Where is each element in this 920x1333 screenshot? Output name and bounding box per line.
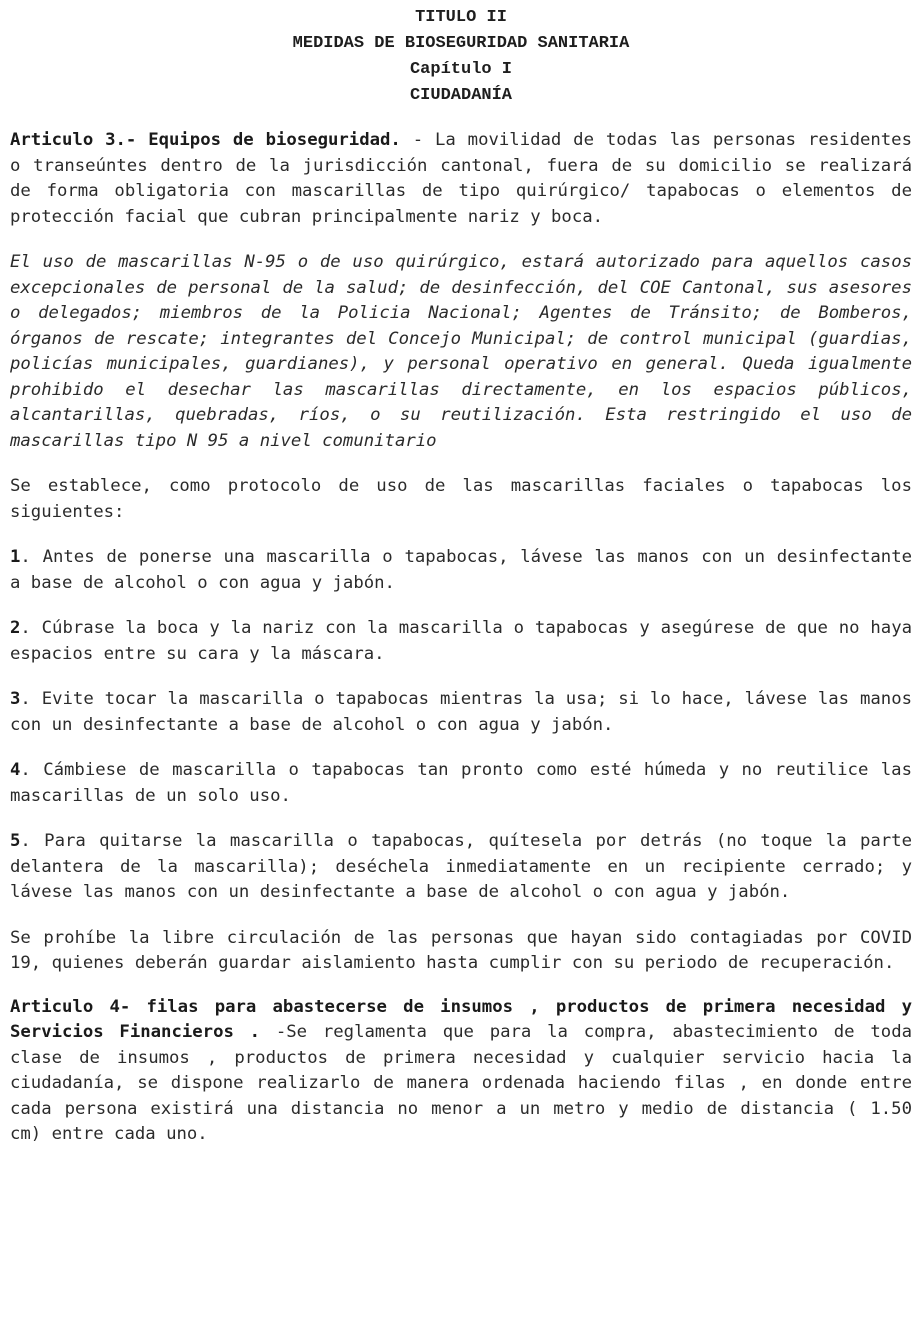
article-3-heading: Articulo 3.- Equipos de bioseguridad. — [10, 130, 401, 150]
step-number: 5 — [10, 831, 21, 851]
step-text: . Cúbrase la boca y la nariz con la mascarilla o tapabocas y asegúrese de que no haya espacios entre su cara y la máscara. — [10, 618, 912, 664]
step-text: . Antes de ponerse una mascarilla o tapabocas, lávese las manos con un desinfectante a base de alcohol o con agua y jabón. — [10, 547, 912, 593]
step-number: 3 — [10, 689, 21, 709]
protocol-step-2 — [10, 616, 912, 667]
protocol-step-5 — [10, 829, 912, 906]
title-heading: TITULO II — [415, 8, 507, 27]
article-4-paragraph — [10, 995, 912, 1148]
step-number: 4 — [10, 760, 21, 780]
article-4-heading: Articulo 4- filas para abastecerse de insumos , productos de primera necesidad y Servicios Financieros . — [10, 996, 912, 1042]
chapter-heading: Capítulo I — [409, 60, 513, 79]
step-text: . Evite tocar la mascarilla o tapabocas mientras la usa; si lo hace, lávese las manos con un desinfectante a base de alcohol o con agua y jabón. — [10, 689, 912, 735]
step-text: . Cámbiese de mascarilla o tapabocas tan pronto como esté húmeda y no reutilice las mascarillas de un solo uso. — [10, 760, 912, 806]
protocol-step-3 — [10, 687, 912, 738]
article-4-text: -Se reglamenta que para la compra, abastecimiento de toda clase de insumos , productos de primera necesidad y cualquier servicio hacia la ciudadanía, se dispone realizarlo de manera ordenada haciendo filas , en donde entre cada persona existirá una distancia no menor a un metro y medio de distancia ( 1.50 cm) entre cada uno. — [10, 1022, 912, 1144]
section-heading: CIUDADANÍA — [409, 86, 513, 105]
document-header — [10, 5, 912, 109]
protocol-intro-paragraph: Se establece, como protocolo de uso de las mascarillas faciales o tapabocas los siguientes: — [10, 476, 912, 522]
prohibition-paragraph: Se prohíbe la libre circulación de las personas que hayan sido contagiadas por COVID 19, quienes deberán guardar aislamiento hasta cumplir con su periodo de recuperación. — [10, 927, 912, 973]
masks-authorization-paragraph: El uso de mascarillas N-95 o de uso quirúrgico, estará autorizado para aquellos casos excepcionales de personal de la salud; de desinfección, del COE Cantonal, sus asesores o delegados; miembros de la Policia Nacional; Agentes de Tránsito; de Bomberos, órganos de rescate; integrantes del Concejo Municipal; de control municipal (guardias, policías municipales, guardianes), y personal operativo en general. Queda igualmente prohibido el desechar las mascarillas directamente, en los espacios públicos, alcantarillas, quebradas, ríos, o su reutilización. Esta restringido el uso de mascarillas tipo N 95 a nivel comunitario — [10, 252, 912, 451]
article-3-text: - La movilidad de todas las personas residentes o transeúntes dentro de la jurisdicción cantonal, fuera de su domicilio se realizará de forma obligatoria con mascarillas de tipo quirúrgico/ tapabocas o elementos de protección facial que cubran principalmente nariz y boca. — [10, 130, 912, 227]
protocol-step-1 — [10, 545, 912, 596]
step-number: 2 — [10, 618, 21, 638]
article-3-paragraph — [10, 128, 912, 230]
subtitle-heading: MEDIDAS DE BIOSEGURIDAD SANITARIA — [292, 34, 630, 53]
step-text: . Para quitarse la mascarilla o tapabocas, quítesela por detrás (no toque la parte delantera de la mascarilla); deséchela inmediatamente en un recipiente cerrado; y lávese las manos con un desinfectante a base de alcohol o con agua y jabón. — [10, 831, 912, 902]
protocol-step-4 — [10, 758, 912, 809]
step-number: 1 — [10, 547, 21, 567]
